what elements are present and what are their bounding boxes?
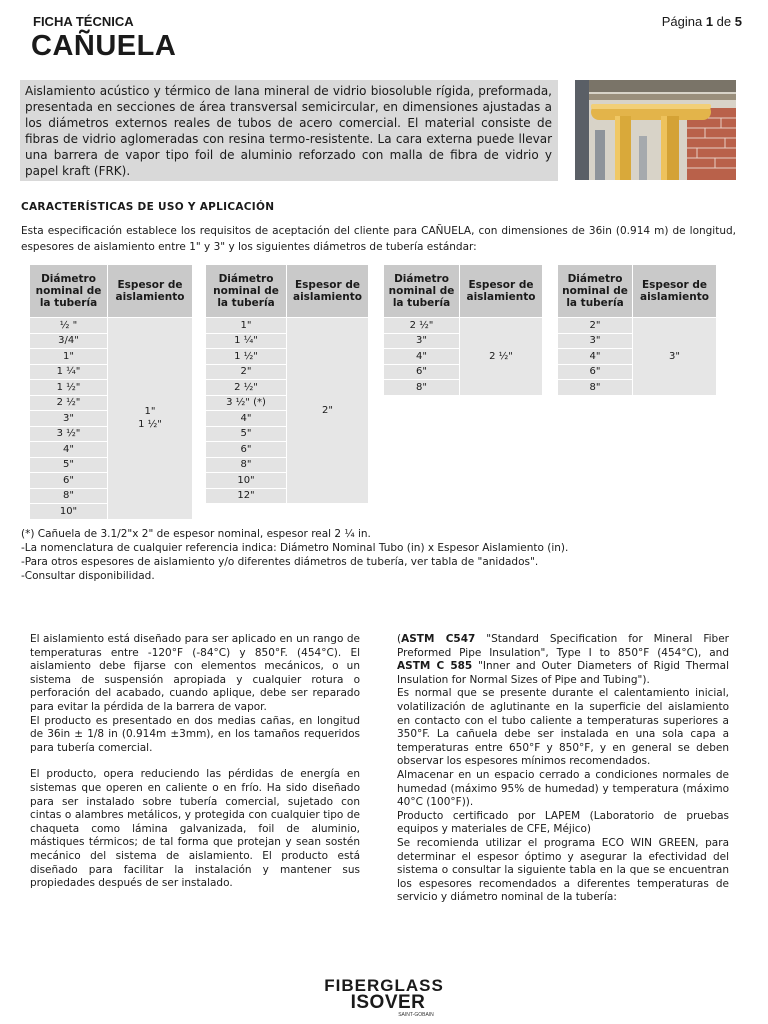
table-cell-diameter: 3"	[558, 333, 633, 349]
table-cell-diameter: 3"	[384, 333, 460, 349]
table-cell-diameter: 8"	[558, 380, 633, 396]
diameter-table-4	[557, 264, 717, 396]
standard-code: ASTM C547	[401, 633, 476, 645]
body-paragraph: Se recomienda utilizar el programa ECO WIN GREEN, para determinar el espesor óptimo y asegurar la efectividad del sistema o consultar la siguiente tabla en la que se encuentran los espesores recomendados a diferentes temperaturas de servicio y diámetro nominal de la tubería:	[397, 836, 729, 904]
page-prefix: Página	[661, 14, 703, 29]
body-paragraph: Es normal que se presente durante el calentamiento inicial, volatilización de aglutinante en la superficie del aislamiento en contacto con el tubo caliente a temperaturas superiores a 350°F. La cañuela debe ser instalada en una sola capa a temperaturas entre 650°F y 850°F, y en general se deben observar los espesores mínimos recomendados.	[397, 687, 729, 768]
body-left-column	[30, 633, 360, 891]
table-cell-thickness: 2 ½"	[460, 318, 543, 396]
diameter-table-1	[29, 264, 193, 520]
body-paragraph: Producto certificado por LAPEM (Laboratorio de pruebas equipos y materiales de CFE, Méjico)	[397, 809, 729, 836]
page-current: 1	[705, 14, 714, 29]
table-cell-diameter: 4"	[206, 411, 287, 427]
table-cell-thickness: 2"	[287, 318, 369, 504]
table-cell-diameter: 3 ½" (*)	[206, 395, 287, 411]
note-line: (*) Cañuela de 3.1/2"x 2" de espesor nominal, espesor real 2 ¼ in.	[21, 528, 371, 540]
product-photo	[575, 80, 736, 180]
table-cell-diameter: 1 ½"	[30, 380, 108, 396]
column-header-thickness: Espesor de aislamiento	[460, 265, 543, 318]
logo-isover: ISOVER	[350, 992, 426, 1013]
table-cell-diameter: 2 ½"	[206, 380, 287, 396]
table-cell-diameter: 2"	[206, 364, 287, 380]
table-cell-diameter: 1"	[206, 318, 287, 334]
table-cell-diameter: 1"	[30, 349, 108, 365]
table-cell-diameter: 4"	[384, 349, 460, 365]
table-cell-diameter: 6"	[558, 364, 633, 380]
body-paragraph: El aislamiento está diseñado para ser aplicado en un rango de temperaturas entre -120°F (-84°C) y 850°F. (454°C). El aislamiento debe fijarse con elementos mecánicos, o un sistema de suspensión apropiada y cualquier rotura o perforación del acabado, cuando aplique, debe ser reparado para evitar la pérdida de la barrera de vapor.	[30, 633, 360, 713]
table-cell-diameter: 1 ½"	[206, 349, 287, 365]
standard-text: "Standard Specification for Mineral Fiber Preformed Pipe Insulation", Type I to 850°F (454°C), and	[397, 633, 729, 659]
logo-fiberglass: FIBERGLASS	[324, 976, 444, 995]
table-cell-diameter: 2"	[558, 318, 633, 334]
thickness-value: 1"	[144, 406, 156, 418]
page-indicator	[662, 14, 742, 29]
body-right-column	[397, 633, 729, 905]
body-paragraph: El producto, opera reduciendo las pérdidas de energía en sistemas que operen en caliente o en frío. Ha sido diseñado para ser instalado sobre tubería comercial, sujetado con cintas o alambres metálicos, y protegida con cualquier tipo de chaqueta como lámina galvanizada, foil de aluminio, mástiques térmicos; de tal forma que protejan y sean sostén mecánico del sistema de aislamiento. El producto está diseñado para facilitar la instalación y mantener sus propiedades después de ser instalado.	[30, 768, 360, 890]
page-separator: de	[716, 14, 732, 29]
thickness-value: 1 ½"	[138, 419, 162, 431]
column-header-diameter: Diámetro nominal de la tubería	[384, 265, 460, 318]
table-cell-diameter: 8"	[30, 488, 108, 504]
note-line: -Consultar disponibilidad.	[21, 570, 155, 582]
paren: (	[397, 633, 402, 645]
diameter-table-3	[383, 264, 543, 396]
brand-logo	[0, 977, 768, 1018]
section-intro: Esta especificación establece los requisitos de aceptación del cliente para CAÑUELA, con dimensiones de 36in (0.914 m) de longitud, espesores de aislamiento entre 1" y 3" y los siguientes diámetros de tubería estándar:	[21, 225, 736, 253]
table-cell-diameter: 8"	[206, 457, 287, 473]
table-cell-diameter: ½ "	[30, 318, 108, 334]
table-cell-diameter: 3 ½"	[30, 426, 108, 442]
table-cell-diameter: 5"	[206, 426, 287, 442]
table-cell-diameter: 12"	[206, 488, 287, 504]
table-cell-diameter: 2 ½"	[384, 318, 460, 334]
column-header-diameter: Diámetro nominal de la tubería	[206, 265, 287, 318]
body-paragraph: El producto es presentado en dos medias cañas, en longitud de 36in ± 1/8 in (0.914m ±3mm), en los tamaños requeridos para tubería comercial.	[30, 714, 360, 754]
table-cell-diameter: 3/4"	[30, 333, 108, 349]
installed-pipe-insulation-image	[575, 80, 736, 180]
diameter-table-2	[205, 264, 369, 504]
section-heading: CARACTERÍSTICAS DE USO Y APLICACIÓN	[21, 201, 275, 213]
table-cell-diameter: 8"	[384, 380, 460, 396]
document-title: CAÑUELA	[31, 30, 177, 62]
note-line: -La nomenclatura de cualquier referencia indica: Diámetro Nominal Tubo (in) x Espesor Aislamiento (in).	[21, 542, 569, 554]
product-description: Aislamiento acústico y térmico de lana mineral de vidrio biosoluble rígida, preformada, presentada en secciones de área transversal semicircular, en dimensiones ajustadas a los diámetros externos reales de tubos de acero comercial. El material consiste de fibras de vidrio aglomeradas con resina termo-resistente. La cara externa puede llevar una barrera de vapor tipo foil de aluminio reforzado con malla de fibra de vidrio y papel kraft (FRK).	[20, 80, 558, 181]
table-cell-diameter: 3"	[30, 411, 108, 427]
table-cell-diameter: 4"	[30, 442, 108, 458]
table-cell-diameter: 2 ½"	[30, 395, 108, 411]
column-header-thickness: Espesor de aislamiento	[633, 265, 717, 318]
document-label: FICHA TÉCNICA	[33, 14, 134, 29]
table-cell-diameter: 1 ¼"	[206, 333, 287, 349]
column-header-thickness: Espesor de aislamiento	[287, 265, 369, 318]
table-cell-thickness	[108, 318, 193, 520]
table-cell-diameter: 6"	[206, 442, 287, 458]
table-notes	[21, 527, 661, 583]
table-cell-diameter: 1 ¼"	[30, 364, 108, 380]
table-cell-diameter: 6"	[30, 473, 108, 489]
body-paragraph: Almacenar en un espacio cerrado a condiciones normales de humedad (máximo 95% de humedad) y temperatura (máximo 40°C (100°F)).	[397, 768, 729, 809]
table-cell-diameter: 4"	[558, 349, 633, 365]
standard-text: "Inner and Outer Diameters of Rigid Thermal Insulation for Normal Sizes of Pipe and Tubing").	[397, 660, 729, 686]
column-header-thickness: Espesor de aislamiento	[108, 265, 193, 318]
column-header-diameter: Diámetro nominal de la tubería	[558, 265, 633, 318]
table-cell-diameter: 10"	[30, 504, 108, 520]
table-cell-thickness: 3"	[633, 318, 717, 396]
standards-paragraph	[397, 633, 729, 687]
table-cell-diameter: 5"	[30, 457, 108, 473]
table-cell-diameter: 6"	[384, 364, 460, 380]
standard-code: ASTM C 585	[397, 660, 473, 673]
logo-saint-gobain: SAINT-GOBAIN	[398, 1012, 434, 1018]
page-total: 5	[734, 14, 742, 29]
note-line: -Para otros espesores de aislamiento y/o diferentes diámetros de tubería, ver tabla de "anidados".	[21, 556, 539, 568]
column-header-diameter: Diámetro nominal de la tubería	[30, 265, 108, 318]
table-cell-diameter: 10"	[206, 473, 287, 489]
